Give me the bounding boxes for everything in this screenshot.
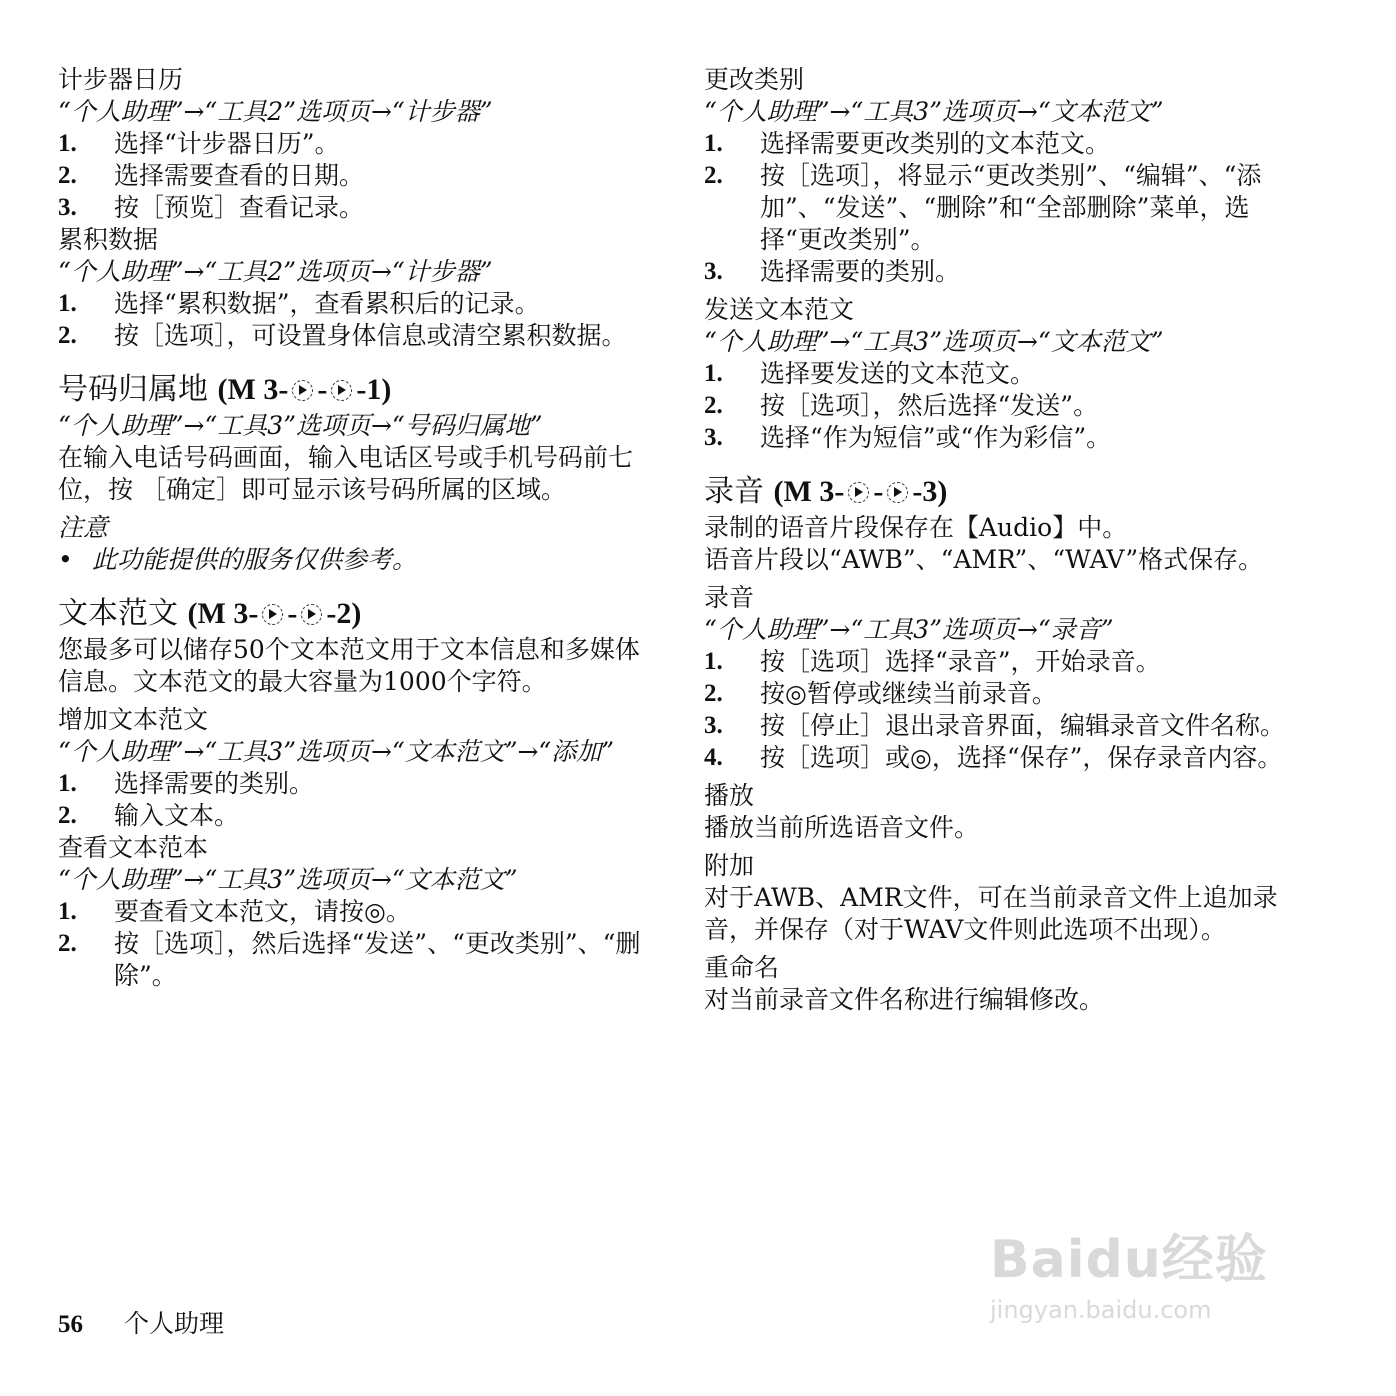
- description: 录制的语音片段保存在【Audio】中。: [704, 513, 1128, 542]
- menu-code: (M 3-: [773, 475, 845, 508]
- menu-code: -: [873, 475, 884, 508]
- navigation-key-icon: [848, 482, 869, 503]
- menu-path: “个人助理”→“工具3”选项页→“文本范文”: [58, 865, 518, 894]
- step-text: 按［选项］选择“录音”，开始录音。: [760, 647, 1161, 676]
- step-item: [704, 422, 1296, 454]
- section-title-accumulated-data: 累积数据: [58, 225, 159, 254]
- step-number: 2.: [704, 162, 723, 189]
- step-number: 3.: [704, 712, 723, 739]
- menu-code: (M 3-: [187, 597, 259, 630]
- step-item: [58, 288, 650, 320]
- section-title-view-template: 查看文本范本: [58, 833, 209, 862]
- navigation-key-icon: [292, 380, 313, 401]
- step-number: 4.: [704, 744, 723, 771]
- description: 在输入电话号码画面，输入电话区号或手机号码前七位，按 ［确定］即可显示该号码所属的区域。: [58, 443, 634, 504]
- description: 您最多可以储存50个文本范文用于文本信息和多媒体信息。文本范文的最大容量为1000个字符。: [58, 635, 640, 696]
- step-number: 1.: [58, 770, 77, 797]
- step-text: 按［停止］退出录音界面，编辑录音文件名称。: [760, 711, 1286, 740]
- steps-list: [58, 896, 650, 992]
- step-item: [704, 256, 1296, 288]
- section-title-send-template: 发送文本范文: [704, 295, 855, 324]
- step-item: [704, 128, 1296, 160]
- step-item: [704, 678, 1296, 710]
- steps-list: [58, 128, 650, 224]
- step-item: [58, 768, 650, 800]
- step-item: [704, 742, 1296, 774]
- step-number: 1.: [704, 648, 723, 675]
- description: 对当前录音文件名称进行编辑修改。: [704, 985, 1105, 1014]
- step-text: 选择“作为短信”或“作为彩信”。: [760, 423, 1112, 452]
- steps-list: [704, 358, 1296, 454]
- menu-code: (M 3-: [217, 373, 289, 406]
- step-number: 3.: [704, 424, 723, 451]
- step-text: 按［选项］，然后选择“发送”、“更改类别”、“删除”。: [114, 929, 641, 990]
- step-text: 按［预览］查看记录。: [114, 193, 365, 222]
- heading-voice-recorder: [704, 472, 1296, 512]
- note-item: [58, 544, 650, 576]
- heading-number-location: [58, 370, 650, 410]
- bullet-icon: •: [58, 545, 73, 574]
- section-title-change-category: 更改类别: [704, 65, 805, 94]
- menu-path: “个人助理”→“工具3”选项页→“录音”: [704, 615, 1114, 644]
- steps-list: [704, 128, 1296, 288]
- section-title-record: 录音: [704, 583, 755, 612]
- step-item: [704, 646, 1296, 678]
- step-number: 2.: [58, 930, 77, 957]
- step-text: 按［选项］，可设置身体信息或清空累积数据。: [114, 321, 627, 350]
- step-text: 选择要发送的文本范文。: [760, 359, 1036, 388]
- step-item: [58, 800, 650, 832]
- step-number: 1.: [58, 898, 77, 925]
- navigation-key-icon: [262, 604, 283, 625]
- step-item: [58, 896, 650, 928]
- step-number: 1.: [58, 130, 77, 157]
- page-footer: [58, 1304, 224, 1340]
- steps-list: [58, 768, 650, 832]
- step-item: [704, 710, 1296, 742]
- heading-text-templates: [58, 594, 650, 634]
- step-item: [58, 192, 650, 224]
- watermark-brand: Baidu经验: [990, 1230, 1268, 1290]
- step-item: [704, 390, 1296, 422]
- menu-code: -: [317, 373, 328, 406]
- step-item: [58, 928, 650, 992]
- step-number: 1.: [704, 360, 723, 387]
- navigation-key-icon: [301, 604, 322, 625]
- step-text: 按［选项］或◎，选择“保存”，保存录音内容。: [760, 743, 1283, 772]
- step-number: 3.: [704, 258, 723, 285]
- step-number: 2.: [704, 680, 723, 707]
- section-title-pedometer-calendar: 计步器日历: [58, 65, 184, 94]
- step-text: 选择需要更改类别的文本范文。: [760, 129, 1111, 158]
- step-text: 选择“累积数据”，查看累积后的记录。: [114, 289, 540, 318]
- navigation-key-icon: [887, 482, 908, 503]
- menu-code: -1): [356, 373, 392, 406]
- menu-path: “个人助理”→“工具2”选项页→“计步器”: [58, 257, 493, 286]
- watermark-url: jingyan.baidu.com: [990, 1296, 1212, 1324]
- step-number: 1.: [704, 130, 723, 157]
- heading-text: 录音: [704, 474, 774, 509]
- menu-code: -3): [912, 475, 948, 508]
- step-item: [58, 320, 650, 352]
- section-title-add-template: 增加文本范文: [58, 705, 209, 734]
- step-text: 选择需要的类别。: [114, 769, 315, 798]
- section-title-play: 播放: [704, 781, 755, 810]
- step-number: 1.: [58, 290, 77, 317]
- step-item: [704, 358, 1296, 390]
- step-text: 要查看文本范文，请按◎。: [114, 897, 411, 926]
- step-number: 3.: [58, 194, 77, 221]
- menu-code: -2): [326, 597, 362, 630]
- menu-path: “个人助理”→“工具3”选项页→“文本范文”: [704, 327, 1164, 356]
- step-text: 选择需要的类别。: [760, 257, 961, 286]
- menu-path: “个人助理”→“工具3”选项页→“文本范文”→“添加”: [58, 737, 614, 766]
- step-number: 2.: [58, 322, 77, 349]
- navigation-key-icon: [331, 380, 352, 401]
- steps-list: [704, 646, 1296, 774]
- footer-section: 个人助理: [124, 1309, 225, 1338]
- step-text: 按◎暂停或继续当前录音。: [760, 679, 1057, 708]
- step-text: 选择“计步器日历”。: [114, 129, 340, 158]
- step-number: 2.: [58, 802, 77, 829]
- baidu-watermark: [990, 1230, 1320, 1350]
- section-title-append: 附加: [704, 851, 755, 880]
- menu-code: -: [287, 597, 298, 630]
- right-column: [704, 64, 1296, 1016]
- step-item: [704, 160, 1296, 256]
- step-text: 按［选项］，将显示“更改类别”、“编辑”、“添加”、“发送”、“删除”和“全部删除”菜单，选择“更改类别”。: [760, 161, 1262, 254]
- page-number: 56: [58, 1311, 83, 1338]
- menu-path: “个人助理”→“工具2”选项页→“计步器”: [58, 97, 493, 126]
- heading-text: 号码归属地: [58, 372, 218, 407]
- step-item: [58, 128, 650, 160]
- note-title: 注意: [58, 513, 109, 542]
- description: 语音片段以“AWB”、“AMR”、“WAV”格式保存。: [704, 545, 1264, 574]
- menu-path: “个人助理”→“工具3”选项页→“号码归属地”: [58, 411, 543, 440]
- menu-path: “个人助理”→“工具3”选项页→“文本范文”: [704, 97, 1164, 126]
- left-column: [58, 64, 650, 992]
- step-text: 选择需要查看的日期。: [114, 161, 365, 190]
- step-item: [58, 160, 650, 192]
- steps-list: [58, 288, 650, 352]
- step-text: 按［选项］，然后选择“发送”。: [760, 391, 1099, 420]
- section-title-rename: 重命名: [704, 953, 780, 982]
- description: 播放当前所选语音文件。: [704, 813, 980, 842]
- note-text: 此功能提供的服务仅供参考。: [92, 545, 418, 574]
- step-number: 2.: [58, 162, 77, 189]
- description: 对于AWB、AMR文件，可在当前录音文件上追加录音，并保存（对于WAV文件则此选项不出现）。: [704, 883, 1278, 944]
- step-text: 输入文本。: [114, 801, 240, 830]
- step-number: 2.: [704, 392, 723, 419]
- heading-text: 文本范文: [58, 596, 188, 631]
